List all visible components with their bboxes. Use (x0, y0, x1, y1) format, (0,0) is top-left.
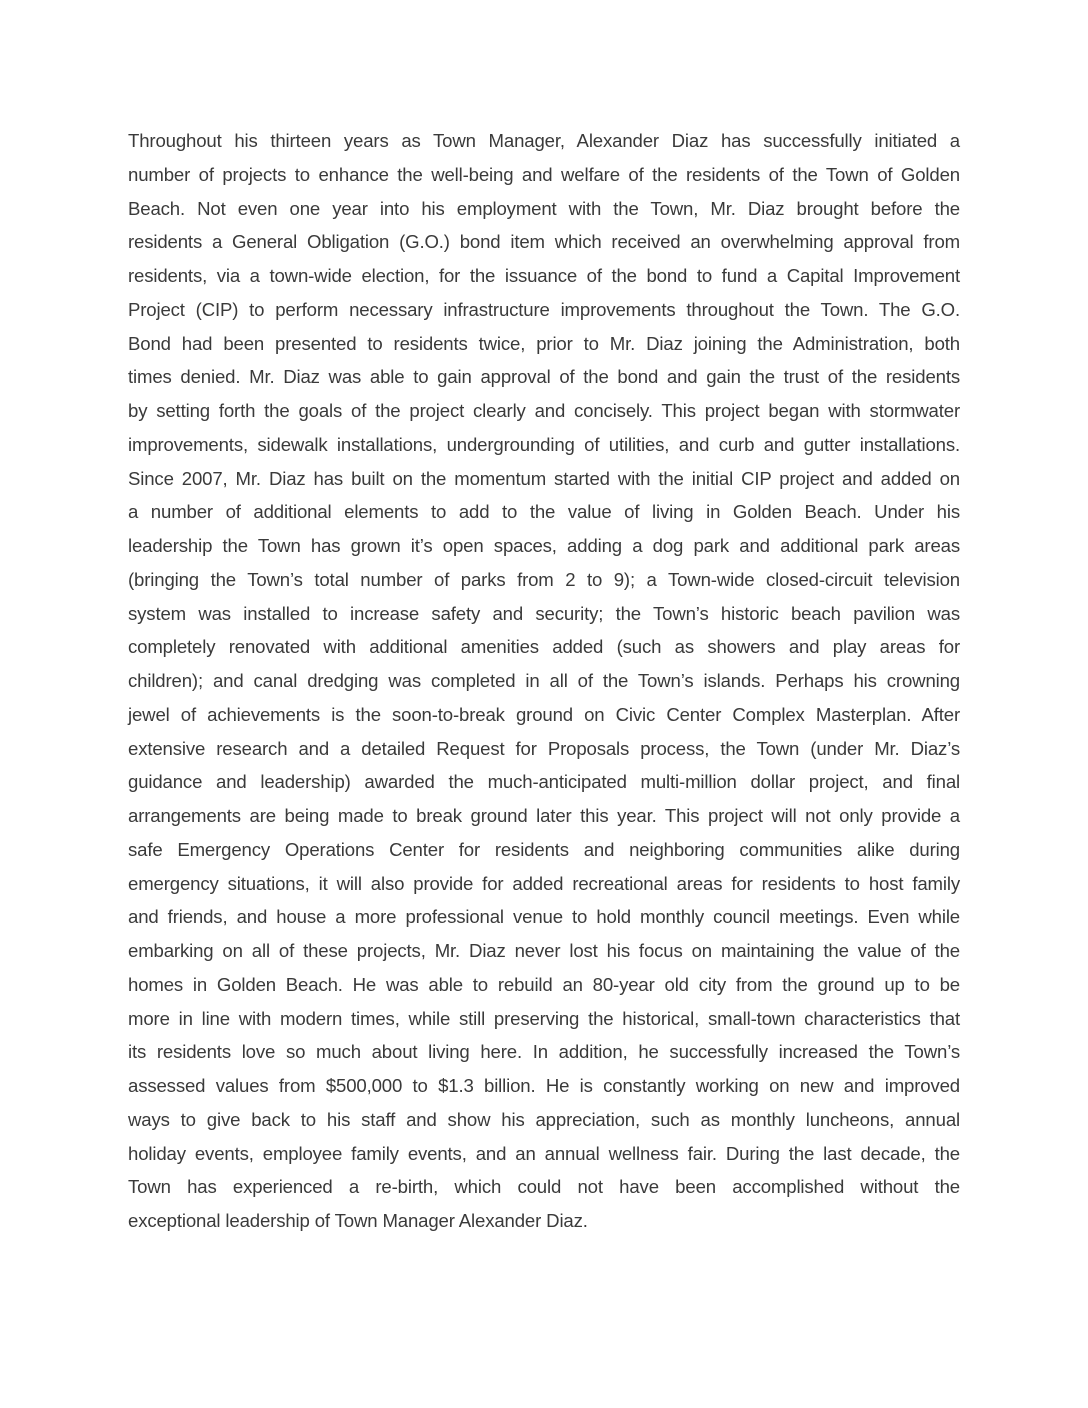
paragraph-line: (bringing the Town’s total number of parks from 2 to 9); a Town-wide closed-circuit television (128, 568, 960, 590)
paragraph-line: assessed values from $500,000 to $1.3 billion. He is constantly working on new and improved (128, 1075, 960, 1096)
paragraph-line: Beach. Not even one year into his employment with the Town, Mr. Diaz brought before the (128, 197, 960, 219)
paragraph-line: improvements, sidewalk installations, undergrounding of utilities, and curb and gutter installations. (128, 433, 960, 455)
paragraph-line: guidance and leadership) awarded the much-anticipated multi-million dollar project, and final (128, 771, 960, 793)
paragraph-line: Bond had been presented to residents twice, prior to Mr. Diaz joining the Administration, both (128, 332, 960, 354)
paragraph-line: Project (CIP) to perform necessary infrastructure improvements throughout the Town. The G.O. (128, 298, 960, 320)
paragraph-line: safe Emergency Operations Center for residents and neighboring communities alike during (128, 838, 960, 860)
paragraph-line: residents, via a town-wide election, for the issuance of the bond to fund a Capital Improvement (128, 265, 960, 286)
paragraph-line: holiday events, employee family events, and an annual wellness fair. During the last decade, the (128, 1142, 960, 1164)
paragraph-line: its residents love so much about living here. In addition, he successfully increased the Town’s (128, 1041, 960, 1063)
paragraph-line: Since 2007, Mr. Diaz has built on the momentum started with the initial CIP project and added on (128, 467, 960, 489)
paragraph-line: jewel of achievements is the soon-to-break ground on Civic Center Complex Masterplan. After (128, 703, 960, 725)
paragraph-line: exceptional leadership of Town Manager Alexander Diaz. (128, 1210, 588, 1231)
paragraph-line: number of projects to enhance the well-being and welfare of the residents of the Town of Golden (128, 163, 960, 185)
paragraph-line: ways to give back to his staff and show his appreciation, such as monthly luncheons, annual (128, 1108, 960, 1130)
paragraph-line: times denied. Mr. Diaz was able to gain approval of the bond and gain the trust of the residents (128, 366, 960, 388)
paragraph-line: completely renovated with additional amenities added (such as showers and play areas for (128, 636, 960, 658)
paragraph-line: Town has experienced a re-birth, which could not have been accomplished without the (128, 1176, 960, 1198)
paragraph-line: Throughout his thirteen years as Town Manager, Alexander Diaz has successfully initiated a (128, 130, 960, 151)
body-paragraph (128, 124, 960, 1238)
paragraph-line: emergency situations, it will also provide for added recreational areas for residents to host family (128, 872, 960, 894)
paragraph-line: and friends, and house a more professional venue to hold monthly council meetings. Even while (128, 906, 960, 928)
paragraph-line: by setting forth the goals of the project clearly and concisely. This project began with stormwater (128, 400, 960, 421)
paragraph-line: extensive research and a detailed Request for Proposals process, the Town (under Mr. Diaz’s (128, 737, 960, 759)
paragraph-line: homes in Golden Beach. He was able to rebuild an 80-year old city from the ground up to be (128, 973, 960, 995)
paragraph-line: more in line with modern times, while still preserving the historical, small-town characteristics that (128, 1007, 960, 1029)
paragraph-line: embarking on all of these projects, Mr. Diaz never lost his focus on maintaining the value of the (128, 940, 960, 961)
paragraph-line: system was installed to increase safety and security; the Town’s historic beach pavilion was (128, 602, 960, 624)
paragraph-line: residents a General Obligation (G.O.) bond item which received an overwhelming approval from (128, 231, 960, 253)
paragraph-line: children); and canal dredging was completed in all of the Town’s islands. Perhaps his crowning (128, 670, 960, 691)
paragraph-line: a number of additional elements to add to the value of living in Golden Beach. Under his (128, 501, 960, 523)
paragraph-line: arrangements are being made to break ground later this year. This project will not only provide a (128, 805, 960, 826)
paragraph-line: leadership the Town has grown it’s open spaces, adding a dog park and additional park areas (128, 535, 960, 556)
